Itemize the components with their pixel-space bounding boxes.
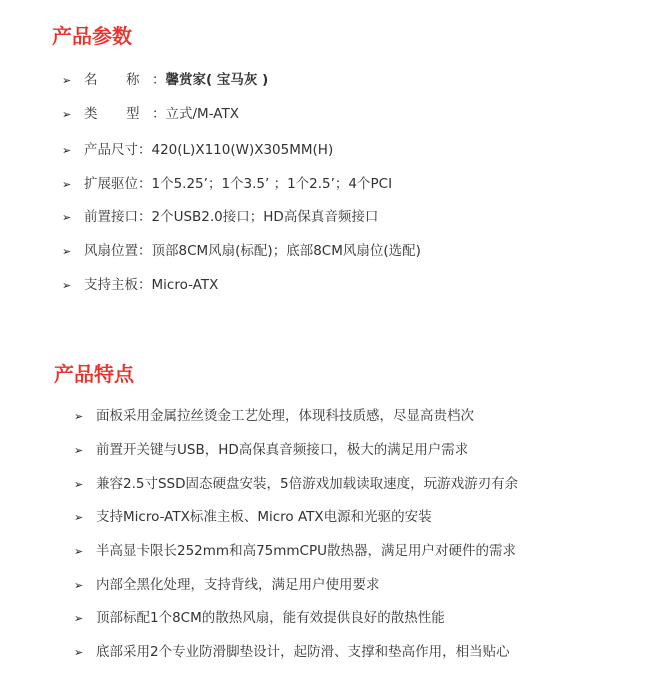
arrow-right-icon: ➢ xyxy=(62,74,72,87)
param-label: 风扇位置 xyxy=(84,243,138,259)
feature-item xyxy=(74,473,518,495)
param-sep: ： xyxy=(138,277,152,293)
feature-text: 支持Micro-ATX标准主板、Micro ATX电源和光驱的安装 xyxy=(96,509,432,525)
param-label xyxy=(84,69,152,91)
feature-item xyxy=(74,405,474,427)
param-item-bays xyxy=(62,173,392,195)
param-item-motherboard xyxy=(62,274,218,296)
feature-text: 半高显卡限长252mm和高75mmCPU散热器，满足用户对硬件的需求 xyxy=(96,543,516,559)
param-label: 扩展驱位 xyxy=(84,176,138,192)
param-label: 支持主板 xyxy=(84,277,138,293)
param-item-type xyxy=(62,103,239,125)
arrow-right-icon: ➢ xyxy=(74,612,84,625)
param-value: 2个USB2.0接口；HD高保真音频接口 xyxy=(151,209,379,225)
param-value: 顶部8CM风扇(标配)；底部8CM风扇位(选配) xyxy=(151,243,421,259)
param-label-part: 类 xyxy=(84,106,98,122)
feature-text: 内部全黑化处理，支持背线，满足用户使用要求 xyxy=(96,577,380,593)
param-value: Micro-ATX xyxy=(151,277,219,293)
param-sep: ： xyxy=(152,106,166,122)
param-item-ports xyxy=(62,206,378,228)
arrow-right-icon: ➢ xyxy=(62,108,72,121)
feature-text: 顶部标配1个8CM的散热风扇，能有效提供良好的散热性能 xyxy=(96,610,445,626)
feature-text: 面板采用金属拉丝烫金工艺处理，体现科技质感，尽显高贵档次 xyxy=(96,408,474,424)
arrow-right-icon: ➢ xyxy=(62,279,72,292)
feature-text: 前置开关键与USB，HD高保真音频接口，极大的满足用户需求 xyxy=(96,442,469,458)
feature-item xyxy=(74,439,468,461)
arrow-right-icon: ➢ xyxy=(74,646,84,659)
param-value: 420(L)X110(W)X305MM(H) xyxy=(151,142,334,158)
arrow-right-icon: ➢ xyxy=(62,144,72,157)
arrow-right-icon: ➢ xyxy=(74,579,84,592)
feature-item xyxy=(74,574,380,596)
param-item-name xyxy=(62,69,268,91)
feature-text: 底部采用2个专业防滑脚垫设计，起防滑、支撑和垫高作用，相当贴心 xyxy=(96,644,510,660)
param-label-part: 称 xyxy=(126,72,140,88)
param-value: 馨赏家( 宝马灰 ) xyxy=(165,72,269,88)
param-label xyxy=(84,103,152,125)
arrow-right-icon: ➢ xyxy=(74,444,84,457)
param-item-size xyxy=(62,139,333,161)
param-value: 立式/M-ATX xyxy=(165,106,239,122)
arrow-right-icon: ➢ xyxy=(74,545,84,558)
param-sep: ： xyxy=(138,176,152,192)
param-sep: ： xyxy=(138,142,152,158)
param-sep: ： xyxy=(152,72,166,88)
param-value: 1个5.25’；1个3.5’ ；1个2.5’；4个PCI xyxy=(151,176,393,192)
param-label: 产品尺寸 xyxy=(84,142,138,158)
feature-item xyxy=(74,506,432,528)
arrow-right-icon: ➢ xyxy=(74,511,84,524)
param-item-fans xyxy=(62,240,421,262)
param-label: 前置接口 xyxy=(84,209,138,225)
feature-text: 兼容2.5寸SSD固态硬盘安装，5倍游戏加载读取速度，玩游戏游刃有余 xyxy=(96,476,519,492)
arrow-right-icon: ➢ xyxy=(74,410,84,423)
arrow-right-icon: ➢ xyxy=(62,245,72,258)
param-label-part: 型 xyxy=(126,106,140,122)
arrow-right-icon: ➢ xyxy=(62,211,72,224)
section-title-params: 产品参数 xyxy=(52,24,132,48)
param-sep: ： xyxy=(138,209,152,225)
param-sep: ： xyxy=(138,243,152,259)
section-title-features: 产品特点 xyxy=(54,362,134,386)
feature-item xyxy=(74,641,510,663)
feature-item xyxy=(74,540,516,562)
param-label-part: 名 xyxy=(84,72,98,88)
feature-item xyxy=(74,607,445,629)
arrow-right-icon: ➢ xyxy=(62,178,72,191)
arrow-right-icon: ➢ xyxy=(74,478,84,491)
